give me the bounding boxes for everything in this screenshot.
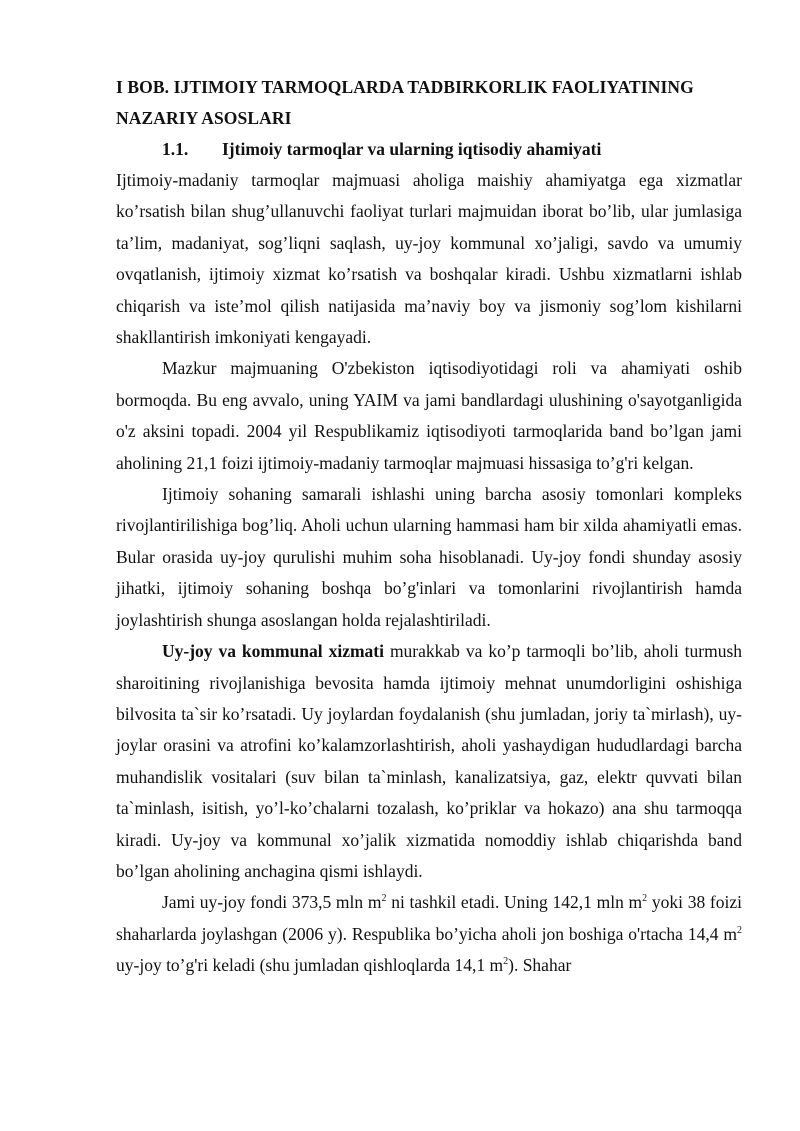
paragraph-4	[116, 636, 742, 887]
superscript: 2	[737, 924, 742, 936]
paragraph-1: Ijtimoiy-madaniy tarmoqlar majmuasi aholiga maishiy ahamiyatga ega xizmatlar ko’rsatish bilan shug’ullanuvchi faoliyat turlari majmuidan iborat bo’lib, ular jumlasiga ta’lim, madaniyat, sog’liqni saqlash, uy-joy kommunal xo’jaligi, savdo va umumiy ovqatlanish, ijtimoiy xizmat ko’rsatish va boshqalar kiradi. Ushbu xizmatlarni ishlab chiqarish va iste’mol qilish natijasida ma’naviy boy va jismoniy sog’lom kishilarni shakllantirish imkoniyati kengayadi.	[116, 170, 742, 348]
paragraph-4-bold-term: Uy-joy va kommunal xizmati	[162, 641, 384, 662]
paragraph-2: Mazkur majmuaning O'zbekiston iqtisodiyotidagi roli va ahamiyati oshib bormoqda. Bu eng avvalo, uning YAIM va jami bandlardagi ulushining o'sayotganligida o'z aksini topadi. 2004 yil Respublikamiz iqtisodiyoti tarmoqlarida band bo’lgan jami aholining 21,1 foizi ijtimoiy-madaniy tarmoqlar majmuasi hissasiga to’g'ri kelgan.	[116, 358, 742, 473]
paragraph-4-text: murakkab va ko’p tarmoqli bo’lib, aholi turmush sharoitining rivojlanishiga bevosita hamda ijtimoiy mehnat unumdorligini oshishiga bilvosita ta`sir ko’rsatadi. Uy joylardan foydalanish (shu jumladan, joriy ta`mirlash), uy-joylar orasini va atrofini ko’kalamzorlashtirish, aholi yashaydigan hududlardagi barcha muhandislik vositalari (suv bilan ta`minlash, kanalizatsiya, gaz, elektr quvvati bilan ta`minlash, isitish, yo’l-ko’chalarni tozalash, ko’priklar va hokazo) ana shu tarmoqqa kiradi. Uy-joy va kommunal xo’jalik xizmatida nomoddiy ishlab chiqarishda band bo’lgan aholining anchagina qismi ishlaydi.	[116, 641, 742, 881]
section-title: Ijtimoiy tarmoqlar va ularning iqtisodiy ahamiyati	[222, 139, 602, 159]
superscript: 2	[503, 956, 509, 968]
superscript: 2	[381, 893, 387, 905]
paragraph-5-text-3: yoki 38 foizi shaharlarda joylashgan (2006 y). Respublika bo’yicha aholi jon boshiga o'rtacha 14,4 m	[116, 892, 742, 944]
section-number: 1.1.	[162, 139, 189, 159]
paragraph-3: Ijtimoiy sohaning samarali ishlashi uning barcha asosiy tomonlari kompleks rivojlantirilishiga bog’liq. Aholi uchun ularning hammasi ham bir xilda ahamiyatli emas. Bular orasida uy-joy qurulishi muhim soha hisoblanadi. Uy-joy fondi shunday asosiy jihatki, ijtimoiy sohaning boshqa bo’g'inlari va tomonlarini rivojlantirish hamda joylashtirish shunga asoslangan holda rejalashtiriladi.	[116, 484, 742, 630]
paragraph-5	[116, 887, 742, 981]
chapter-title: I BOB. IJTIMOIY TARMOQLARDA TADBIRKORLIK FAOLIYATINING NAZARIY ASOSLARI	[116, 77, 694, 128]
section-heading	[116, 134, 742, 165]
document-page	[116, 72, 742, 982]
paragraph-5-text-4: uy-joy to’g'ri keladi (shu jumladan qishloqlarda 14,1 m	[116, 955, 504, 976]
paragraph-5-text-1: Jami uy-joy fondi 373,5 mln m	[162, 892, 382, 913]
superscript: 2	[642, 893, 648, 905]
paragraph-5-text-5: ). Shahar	[508, 955, 572, 976]
paragraph-5-text-2: ni tashkil etadi. Uning 142,1 mln m	[386, 892, 643, 913]
